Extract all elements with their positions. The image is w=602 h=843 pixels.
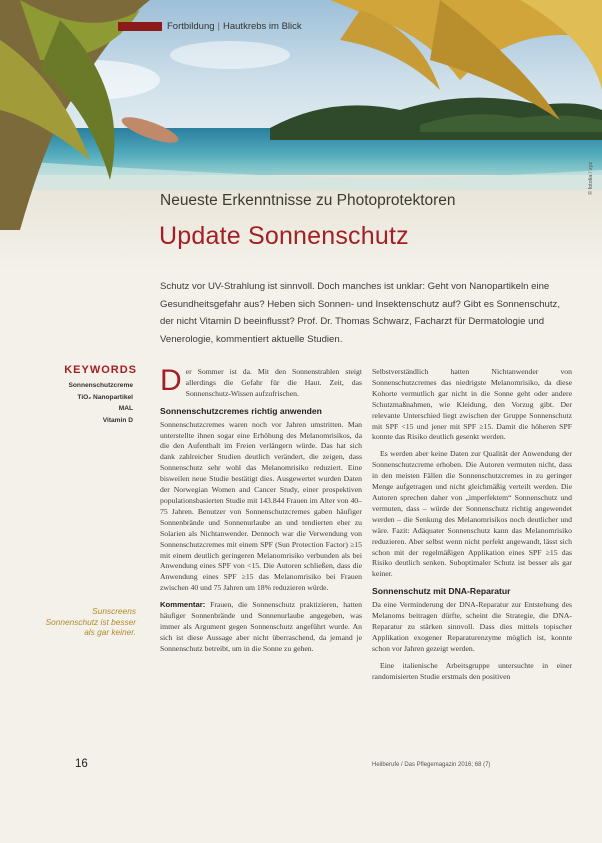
section-heading: Sonnenschutz mit DNA-Reparatur — [372, 586, 511, 597]
keywords-list — [23, 380, 133, 426]
article-title: Update Sonnenschutz — [159, 222, 409, 250]
intro-text: er Sommer ist da. Mit den Sonnenstrahlen steigt allerdings die Gefahr für die Haut. Zeit, das Sonnenschutz-Wissen aufzufrischen. — [185, 367, 362, 398]
body-paragraph: Es werden aber keine Daten zur Qualität der Anwendung der Sonnenschutzcreme erhoben. Die Autoren vermuten nicht, dass in den meisten Fällen die Sonnenschutzcremes in zu geringer Menge aufgetragen und nicht gleichmäßig verteilt werden. Die Autoren sprechen daher von „imperfektem“ Sonnenschutz und vermuten, dass – würde der Sonnenschutz richtig angewendet werden – die Senkung des Melanomrisikos noch deutlicher und wäre. Fazit: Adäquater Sonnenschutz kann das Melanomrisiko reduzieren. Aber selbst wenn nicht perfekt angewandt, lässt sich schon mit der regelmäßigen Applikation eines SPF ≥15 das Risiko deutlich senken. Suboptimaler Schutz ist besser als gar keiner. — [372, 449, 572, 579]
keyword-item: TiO₂ Nanopartikel — [77, 393, 133, 401]
article-lead: Schutz vor UV-Strahlung ist sinnvoll. Doch manches ist unklar: Geht von Nanopartikeln eine Gesundheitsgefahr aus? Heben sich Sonnen- und Insektenschutz auf? Gibt es Sonnenschutz, der nicht Vitamin D beeinflusst? Prof. Dr. Thomas Schwarz, Facharzt für Dermatologie und Venerologie, kommentiert aktuelle Studien. — [160, 281, 561, 345]
keyword-item: MAL — [118, 405, 133, 412]
keyword-item: Vitamin D — [102, 416, 133, 424]
section-heading: Sonnenschutzcremes richtig anwenden — [160, 405, 322, 416]
comment-label: Kommentar: — [160, 600, 206, 610]
journal-footer: Heilberufe / Das Pflegemagazin 2016; 68 (7) — [372, 762, 491, 768]
comment-text: Frauen, die Sonnenschutz praktizieren, hatten häufiger Sonnenbrände und Sonnenurlaube angegeben, was immer als Argument gegen Sonnenschutz angeführt wurde. An sich ist diese Aussage aber nicht überraschend, da jemand je Sonnenschutz betreibt, um in die Sonne zu gehen. — [160, 600, 363, 653]
body-paragraph: Sonnenschutzcremes waren noch vor Jahren umstritten. Man unterstellte ihnen sogar eine Erhöhung des Melanomrisikos, da die den Aufenthalt im Freien verlängern würde. Das hat sich dank zahlreicher Studien deutlich verändert, die zeigen, dass Sonnenschutz sehr wohl das Melanomrisiko reduziert. Eine bisweilen neue Studie bestätigt dies. Ausgewertet wurden Daten der Norwegian Women and Cancer Study, einer prospektiven populationsbasierten Studie mit 143.844 Frauen im Alter von 40–75 Jahren. Benutzer von Sonnenschutzcremes gaben häufiger Sonnenbrände und Sonnenurlaube an und tendierten eher zu Solarien als Nichtanwender. Dennoch war die Verwendung von Sonnenschutzcremes mit einem SPF (Sun Protection Factor) ≥15 mit einem deutlich geringeren Melanomrisiko verbunden als bei Anwendung eines SPF von <15. Die Autoren schließen, dass die Anwendung eines SPF ≥15 das Melanomrisiko bei Frauen zwischen 40 und 75 Jahren um 18% reduzieren würde. — [160, 419, 362, 593]
photo-credit: © fotolia / xyz — [588, 161, 594, 195]
keyword-item: Sonnenschutzcreme — [68, 382, 133, 389]
page-number: 16 — [75, 758, 88, 770]
body-paragraph: Da eine Verminderung der DNA-Reparatur zur Entstehung des Melanoms beitragen dürfte, scheint die Strategie, die DNA-Reparatur zu stärken sinnvoll. Dass dies mittels topischer Applikation exogener Reparaturenzyme möglich ist, konnte schon vor Jahren gezeigt werden. — [372, 600, 572, 653]
rubric-section: Fortbildung — [167, 21, 215, 32]
text-column-1 — [160, 364, 363, 661]
keywords-heading: KEYWORDS — [64, 364, 137, 376]
drop-cap: D — [160, 364, 182, 397]
section-rubric — [118, 21, 302, 32]
body-paragraph: Selbstverständlich hatten Nichtanwender von Sonnenschutzcremes das niedrigste Melanomrisiko, da diese Kohorte vermutlich gar nicht in die Sonne geht oder andere Schutzmaßnahmen, wie Kleidung, den Vorzug gibt. Der relevante Unterschied liegt zwischen der Gruppe Sonnenschutz mit SPF <15 und jener mit SPF ≥15. Damit die höheren SPF konnte das Risiko deutlich gesenkt werden. — [372, 367, 572, 442]
rubric-separator: | — [217, 21, 220, 32]
pull-quote: Sunscreens Sonnenschutz ist besser als gar keiner. — [45, 606, 136, 637]
text-column-2 — [372, 367, 572, 688]
comment-paragraph — [160, 600, 362, 655]
article-subtitle: Neueste Erkenntnisse zu Photoprotektoren — [160, 192, 456, 209]
body-paragraph: Eine italienische Arbeitsgruppe untersuchte in einer randomisierten Studie erstmals den positiven — [372, 660, 572, 681]
rubric-bar — [118, 22, 162, 31]
intro-paragraph — [160, 364, 362, 400]
rubric-topic: Hautkrebs im Blick — [223, 21, 302, 32]
